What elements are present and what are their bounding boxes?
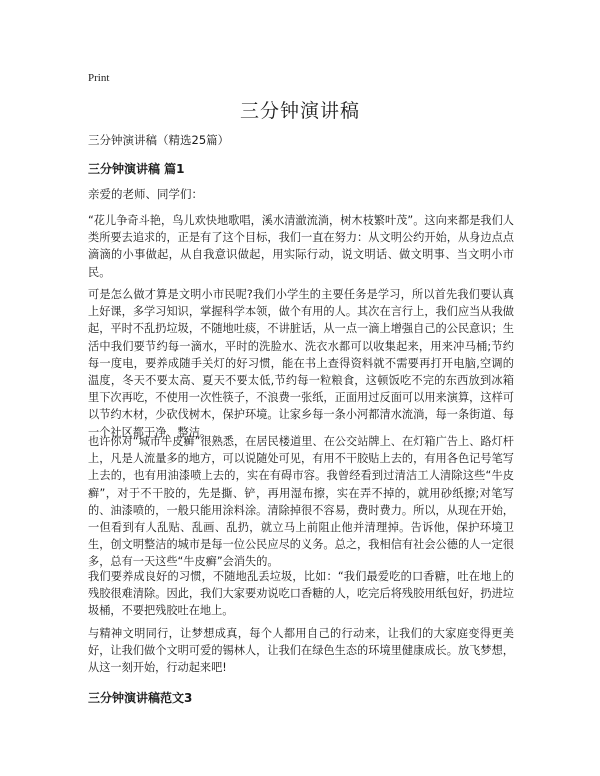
greeting-line: 亲爱的老师、同学们： xyxy=(88,187,203,201)
print-link[interactable]: Print xyxy=(88,72,110,84)
paragraph: 我们要养成良好的习惯，不随地乱丢垃圾，比如：“我们最爱吃的口香糖，吐在地上的残胶很难清除。因此，我们大家要劝说吃口香糖的人，吃完后将残胶用纸包好，扔进垃圾桶，不要把残胶吐在地上。 xyxy=(88,570,514,618)
document-subtitle: 三分钟演讲稿（精选25篇） xyxy=(88,133,230,147)
paragraph: 与精神文明同行，让梦想成真，每个人都用自己的行动来，让我们的大家庭变得更美好，让我们做个文明可爱的锡林人，让我们在绿色生态的环境里健康成长。放飞梦想，从这一刻开始，行动起来吧! xyxy=(88,627,514,675)
paragraph: “花儿争奇斗艳，鸟儿欢快地歌唱，溪水清澈流淌，树木枝繁叶茂”。这向来都是我们人类所要去追求的，正是有了这个目标，我们一直在努力：从文明公约开始，从身边点点滴滴的小事做起，从自我意识做起，用实际行动，说文明话、做文明事、当文明小市民。 xyxy=(88,214,514,279)
page-title: 三分钟演讲稿 xyxy=(239,100,360,122)
section-heading-1: 三分钟演讲稿 篇1 xyxy=(88,162,185,176)
paragraph: 可是怎么做才算是文明小市民呢?我们小学生的主要任务是学习，所以首先我们要认真上好课，多学习知识，掌握科学本领，做个有用的人。其次在言行上，我们应当从我做起，平时不乱扔垃圾，不随地吐痰，不讲脏话，从一点一滴上增强自己的公民意识；生活中我们要节约每一滴水，平时的洗脸水、洗衣水都可以收集起来，用来冲马桶;节约每一度电，要养成随手关灯的好习惯，能在书上查得资料就不需要再打开电脑,空调的温度，冬天不要太高、夏天不要太低,节约每一粒粮食，这顿饭吃不完的东西放到冰箱里下次再吃，不使用一次性筷子，不浪费一张纸，正面用过反面可以用来演算，这样可以节约木材，少砍伐树木，保护环境。让家乡每一条小河都清水流淌，每一条街道、每一个社区都干净、整洁。 xyxy=(88,288,514,439)
section-heading-3: 三分钟演讲稿范文3 xyxy=(88,691,193,705)
paragraph: 也许你对“城市牛皮癣”很熟悉，在居民楼道里、在公交站牌上、在灯箱广告上、路灯杆上，凡是人流量多的地方，可以说随处可见，有用不干胶贴上去的，有用各色记号笔写上去的，也有用油漆喷上去的，实在有碍市容。我曾经看到过清洁工人清除这些“牛皮癣”，对于不干胶的，先是撕、铲，再用湿布擦，实在弄不掉的，就用砂纸擦;对笔写的、油漆喷的，一般只能用涂料涂。清除掉很不容易，费时费力。所以，从现在开始，一但看到有人乱贴、乱画、乱扔，就立马上前阻止他并清理掉。告诉他，保护环境卫生，创文明整洁的城市是每一位公民应尽的义务。总之，我相信有社会公德的人一定很多，总有一天这些“牛皮癣”会消失的。 xyxy=(88,435,514,569)
